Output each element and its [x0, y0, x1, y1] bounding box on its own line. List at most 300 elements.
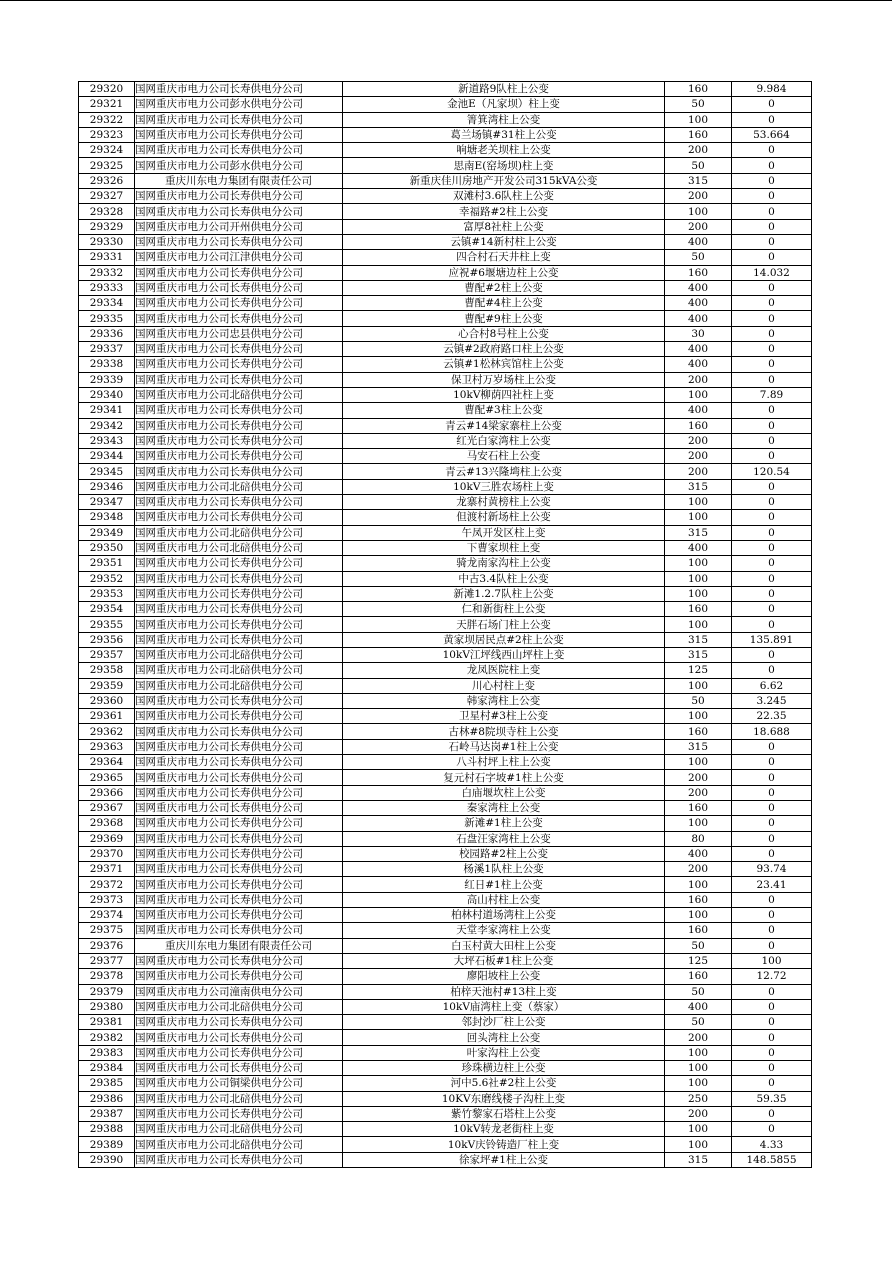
row-id-cell: 29380 — [79, 999, 135, 1014]
row-id-cell: 29348 — [79, 510, 135, 525]
company-cell: 国网重庆市电力公司长寿供电分公司 — [135, 892, 343, 907]
capacity-cell: 315 — [665, 1152, 732, 1167]
row-id-cell: 29369 — [79, 831, 135, 846]
capacity-cell: 100 — [665, 1061, 732, 1076]
table-row — [79, 877, 812, 892]
transformer-name-cell: 天胖石场门柱上公变 — [343, 617, 665, 632]
company-cell: 国网重庆市电力公司长寿供电分公司 — [135, 204, 343, 219]
value-cell: 0 — [732, 1045, 812, 1060]
company-cell: 国网重庆市电力公司长寿供电分公司 — [135, 800, 343, 815]
transformer-name-cell: 幸福路#2柱上公变 — [343, 204, 665, 219]
row-id-cell: 29336 — [79, 326, 135, 341]
page-top-rule — [0, 0, 892, 1]
table-row — [79, 1122, 812, 1137]
row-id-cell: 29358 — [79, 663, 135, 678]
table-row — [79, 1045, 812, 1060]
value-cell: 100 — [732, 953, 812, 968]
table-row — [79, 663, 812, 678]
table-row — [79, 846, 812, 861]
transformer-name-cell: 10kV柳荫四社柱上变 — [343, 387, 665, 402]
value-cell: 0 — [732, 571, 812, 586]
table-row — [79, 739, 812, 754]
capacity-cell: 100 — [665, 678, 732, 693]
transformer-name-cell: 新道路9队柱上公变 — [343, 82, 665, 97]
capacity-cell: 100 — [665, 1137, 732, 1152]
table-row — [79, 234, 812, 249]
capacity-cell: 160 — [665, 127, 732, 142]
transformer-name-cell: 应祝#6堰塘边柱上公变 — [343, 265, 665, 280]
value-cell: 0 — [732, 311, 812, 326]
table-row — [79, 311, 812, 326]
table-row — [79, 923, 812, 938]
row-id-cell: 29344 — [79, 449, 135, 464]
company-cell: 国网重庆市电力公司北碚供电分公司 — [135, 678, 343, 693]
value-cell: 0 — [732, 112, 812, 127]
table-row — [79, 158, 812, 173]
value-cell: 0 — [732, 739, 812, 754]
row-id-cell: 29337 — [79, 342, 135, 357]
transformer-name-cell: 中古3.4队柱上公变 — [343, 571, 665, 586]
capacity-cell: 200 — [665, 449, 732, 464]
capacity-cell: 50 — [665, 938, 732, 953]
transformer-name-cell: 石盘汪家湾柱上公变 — [343, 831, 665, 846]
company-cell: 国网重庆市电力公司长寿供电分公司 — [135, 1061, 343, 1076]
capacity-cell: 160 — [665, 265, 732, 280]
company-cell: 国网重庆市电力公司潼南供电分公司 — [135, 984, 343, 999]
transformer-name-cell: 云镇#2政府路口柱上公变 — [343, 342, 665, 357]
company-cell: 国网重庆市电力公司长寿供电分公司 — [135, 602, 343, 617]
table-row — [79, 525, 812, 540]
row-id-cell: 29353 — [79, 586, 135, 601]
company-cell: 国网重庆市电力公司北碚供电分公司 — [135, 999, 343, 1014]
capacity-cell: 100 — [665, 617, 732, 632]
capacity-cell: 125 — [665, 663, 732, 678]
company-cell: 国网重庆市电力公司长寿供电分公司 — [135, 265, 343, 280]
value-cell: 0 — [732, 586, 812, 601]
table-row — [79, 586, 812, 601]
table-row — [79, 709, 812, 724]
transformer-name-cell: 红日#1柱上公变 — [343, 877, 665, 892]
company-cell: 国网重庆市电力公司长寿供电分公司 — [135, 632, 343, 647]
value-cell: 0 — [732, 617, 812, 632]
transformer-name-cell: 骑龙南家沟柱上公变 — [343, 556, 665, 571]
company-cell: 国网重庆市电力公司长寿供电分公司 — [135, 510, 343, 525]
table-row — [79, 556, 812, 571]
company-cell: 国网重庆市电力公司长寿供电分公司 — [135, 693, 343, 708]
table-row — [79, 296, 812, 311]
value-cell: 0 — [732, 602, 812, 617]
capacity-cell: 400 — [665, 403, 732, 418]
value-cell: 0 — [732, 158, 812, 173]
table-row — [79, 1030, 812, 1045]
table-row — [79, 1061, 812, 1076]
company-cell: 国网重庆市电力公司长寿供电分公司 — [135, 739, 343, 754]
transformer-name-cell: 思南E(窑场坝)柱上变 — [343, 158, 665, 173]
company-cell: 国网重庆市电力公司铜梁供电分公司 — [135, 1076, 343, 1091]
table-row — [79, 250, 812, 265]
transformer-name-cell: 保卫村万岁场柱上公变 — [343, 372, 665, 387]
company-cell: 国网重庆市电力公司长寿供电分公司 — [135, 311, 343, 326]
capacity-cell: 400 — [665, 342, 732, 357]
table-row — [79, 984, 812, 999]
value-cell: 0 — [732, 234, 812, 249]
transformer-name-cell: 云镇#1松林宾馆柱上公变 — [343, 357, 665, 372]
company-cell: 国网重庆市电力公司北碚供电分公司 — [135, 387, 343, 402]
table-row — [79, 1091, 812, 1106]
capacity-cell: 315 — [665, 173, 732, 188]
row-id-cell: 29322 — [79, 112, 135, 127]
value-cell: 59.35 — [732, 1091, 812, 1106]
capacity-cell: 200 — [665, 433, 732, 448]
company-cell: 国网重庆市电力公司北碚供电分公司 — [135, 647, 343, 662]
capacity-cell: 100 — [665, 816, 732, 831]
table-row — [79, 418, 812, 433]
company-cell: 国网重庆市电力公司长寿供电分公司 — [135, 969, 343, 984]
row-id-cell: 29362 — [79, 724, 135, 739]
transformer-name-cell: 韩家湾柱上公变 — [343, 693, 665, 708]
row-id-cell: 29334 — [79, 296, 135, 311]
value-cell: 0 — [732, 418, 812, 433]
table-row — [79, 1015, 812, 1030]
company-cell: 国网重庆市电力公司长寿供电分公司 — [135, 433, 343, 448]
row-id-cell: 29360 — [79, 693, 135, 708]
table-row — [79, 372, 812, 387]
transformer-name-cell: 柏梓天池村#13柱上变 — [343, 984, 665, 999]
capacity-cell: 400 — [665, 311, 732, 326]
value-cell: 4.33 — [732, 1137, 812, 1152]
company-cell: 国网重庆市电力公司长寿供电分公司 — [135, 1015, 343, 1030]
transformer-name-cell: 四合村石天井柱上变 — [343, 250, 665, 265]
company-cell: 国网重庆市电力公司北碚供电分公司 — [135, 479, 343, 494]
company-cell: 国网重庆市电力公司长寿供电分公司 — [135, 908, 343, 923]
value-cell: 0 — [732, 97, 812, 112]
table-row — [79, 571, 812, 586]
capacity-cell: 80 — [665, 831, 732, 846]
value-cell: 0 — [732, 846, 812, 861]
company-cell: 国网重庆市电力公司长寿供电分公司 — [135, 1152, 343, 1167]
company-cell: 国网重庆市电力公司长寿供电分公司 — [135, 846, 343, 861]
company-cell: 国网重庆市电力公司长寿供电分公司 — [135, 234, 343, 249]
capacity-cell: 160 — [665, 892, 732, 907]
value-cell: 0 — [732, 831, 812, 846]
row-id-cell: 29387 — [79, 1106, 135, 1121]
capacity-cell: 100 — [665, 877, 732, 892]
row-id-cell: 29371 — [79, 862, 135, 877]
value-cell: 0 — [732, 938, 812, 953]
value-cell: 0 — [732, 189, 812, 204]
transformer-name-cell: 白庙堰坎柱上公变 — [343, 785, 665, 800]
transformer-name-cell: 10kV转龙老街柱上变 — [343, 1122, 665, 1137]
row-id-cell: 29333 — [79, 280, 135, 295]
transformer-name-cell: 大坪石板#1柱上公变 — [343, 953, 665, 968]
row-id-cell: 29359 — [79, 678, 135, 693]
transformer-name-cell: 但渡村新场柱上公变 — [343, 510, 665, 525]
value-cell: 0 — [732, 296, 812, 311]
transformer-name-cell: 徐家坪#1柱上公变 — [343, 1152, 665, 1167]
table-row — [79, 617, 812, 632]
company-cell: 国网重庆市电力公司长寿供电分公司 — [135, 785, 343, 800]
transformer-name-cell: 新滩1.2.7队柱上公变 — [343, 586, 665, 601]
table-row — [79, 953, 812, 968]
row-id-cell: 29323 — [79, 127, 135, 142]
value-cell: 0 — [732, 1015, 812, 1030]
transformer-name-cell: 午凤开发区柱上变 — [343, 525, 665, 540]
value-cell: 22.35 — [732, 709, 812, 724]
company-cell: 国网重庆市电力公司长寿供电分公司 — [135, 586, 343, 601]
transformer-name-cell: 马安石柱上公变 — [343, 449, 665, 464]
company-cell: 国网重庆市电力公司长寿供电分公司 — [135, 770, 343, 785]
company-cell: 国网重庆市电力公司长寿供电分公司 — [135, 755, 343, 770]
table-row — [79, 495, 812, 510]
row-id-cell: 29379 — [79, 984, 135, 999]
company-cell: 国网重庆市电力公司北碚供电分公司 — [135, 663, 343, 678]
value-cell: 148.5855 — [732, 1152, 812, 1167]
transformer-name-cell: 廖阳坡柱上公变 — [343, 969, 665, 984]
value-cell: 0 — [732, 663, 812, 678]
transformer-name-cell: 10kV三胜农场柱上变 — [343, 479, 665, 494]
value-cell: 0 — [732, 984, 812, 999]
transformer-name-cell: 青云#13兴隆塆柱上公变 — [343, 464, 665, 479]
capacity-cell: 100 — [665, 755, 732, 770]
capacity-cell: 200 — [665, 862, 732, 877]
table-row — [79, 219, 812, 234]
transformer-name-cell: 新滩#1柱上公变 — [343, 816, 665, 831]
table-row — [79, 82, 812, 97]
company-cell: 重庆川东电力集团有限责任公司 — [135, 173, 343, 188]
company-cell: 国网重庆市电力公司长寿供电分公司 — [135, 617, 343, 632]
row-id-cell: 29368 — [79, 816, 135, 831]
capacity-cell: 315 — [665, 647, 732, 662]
capacity-cell: 200 — [665, 372, 732, 387]
transformer-name-cell: 10kV江坪线西山坪柱上变 — [343, 647, 665, 662]
company-cell: 国网重庆市电力公司长寿供电分公司 — [135, 372, 343, 387]
company-cell: 国网重庆市电力公司北碚供电分公司 — [135, 525, 343, 540]
company-cell: 国网重庆市电力公司长寿供电分公司 — [135, 112, 343, 127]
row-id-cell: 29342 — [79, 418, 135, 433]
row-id-cell: 29367 — [79, 800, 135, 815]
capacity-cell: 250 — [665, 1091, 732, 1106]
value-cell: 0 — [732, 204, 812, 219]
company-cell: 国网重庆市电力公司长寿供电分公司 — [135, 831, 343, 846]
table-row — [79, 403, 812, 418]
capacity-cell: 50 — [665, 984, 732, 999]
capacity-cell: 160 — [665, 418, 732, 433]
row-id-cell: 29377 — [79, 953, 135, 968]
value-cell: 0 — [732, 1106, 812, 1121]
row-id-cell: 29339 — [79, 372, 135, 387]
row-id-cell: 29335 — [79, 311, 135, 326]
company-cell: 国网重庆市电力公司长寿供电分公司 — [135, 280, 343, 295]
capacity-cell: 100 — [665, 1045, 732, 1060]
transformer-name-cell: 秦家湾柱上公变 — [343, 800, 665, 815]
row-id-cell: 29325 — [79, 158, 135, 173]
value-cell: 0 — [732, 342, 812, 357]
value-cell: 0 — [732, 540, 812, 555]
value-cell: 0 — [732, 816, 812, 831]
table-row — [79, 999, 812, 1014]
table-row — [79, 112, 812, 127]
row-id-cell: 29364 — [79, 755, 135, 770]
company-cell: 国网重庆市电力公司长寿供电分公司 — [135, 877, 343, 892]
value-cell: 3.245 — [732, 693, 812, 708]
transformer-name-cell: 富厚8社柱上公变 — [343, 219, 665, 234]
row-id-cell: 29346 — [79, 479, 135, 494]
transformer-name-cell: 心合村8号柱上公变 — [343, 326, 665, 341]
value-cell: 0 — [732, 510, 812, 525]
value-cell: 0 — [732, 923, 812, 938]
value-cell: 93.74 — [732, 862, 812, 877]
table-row — [79, 97, 812, 112]
transformer-name-cell: 曹配#2柱上公变 — [343, 280, 665, 295]
row-id-cell: 29361 — [79, 709, 135, 724]
row-id-cell: 29321 — [79, 97, 135, 112]
row-id-cell: 29354 — [79, 602, 135, 617]
transformer-name-cell: 响塘老关坝柱上公变 — [343, 143, 665, 158]
transformer-name-cell: 回头湾柱上公变 — [343, 1030, 665, 1045]
value-cell: 9.984 — [732, 82, 812, 97]
company-cell: 国网重庆市电力公司长寿供电分公司 — [135, 724, 343, 739]
capacity-cell: 50 — [665, 97, 732, 112]
capacity-cell: 100 — [665, 112, 732, 127]
row-id-cell: 29332 — [79, 265, 135, 280]
row-id-cell: 29327 — [79, 189, 135, 204]
value-cell: 135.891 — [732, 632, 812, 647]
value-cell: 120.54 — [732, 464, 812, 479]
capacity-cell: 50 — [665, 1015, 732, 1030]
table-row — [79, 969, 812, 984]
table-row — [79, 678, 812, 693]
company-cell: 国网重庆市电力公司北碚供电分公司 — [135, 1137, 343, 1152]
value-cell: 0 — [732, 1122, 812, 1137]
table-row — [79, 693, 812, 708]
table-row — [79, 1137, 812, 1152]
table-row — [79, 326, 812, 341]
company-cell: 国网重庆市电力公司长寿供电分公司 — [135, 189, 343, 204]
transformer-name-cell: 10kV庙湾柱上变（蔡家） — [343, 999, 665, 1014]
capacity-cell: 200 — [665, 1106, 732, 1121]
value-cell: 0 — [732, 647, 812, 662]
capacity-cell: 100 — [665, 1076, 732, 1091]
value-cell: 0 — [732, 479, 812, 494]
capacity-cell: 100 — [665, 908, 732, 923]
value-cell: 0 — [732, 326, 812, 341]
transformer-name-cell: 川心村柱上变 — [343, 678, 665, 693]
value-cell: 14.032 — [732, 265, 812, 280]
company-cell: 国网重庆市电力公司长寿供电分公司 — [135, 296, 343, 311]
row-id-cell: 29376 — [79, 938, 135, 953]
transformer-name-cell: 红光白家湾柱上公变 — [343, 433, 665, 448]
value-cell: 12.72 — [732, 969, 812, 984]
capacity-cell: 200 — [665, 189, 732, 204]
capacity-cell: 315 — [665, 739, 732, 754]
row-id-cell: 29383 — [79, 1045, 135, 1060]
table-row — [79, 602, 812, 617]
capacity-cell: 315 — [665, 479, 732, 494]
value-cell: 0 — [732, 770, 812, 785]
table-row — [79, 387, 812, 402]
company-cell: 国网重庆市电力公司长寿供电分公司 — [135, 1045, 343, 1060]
capacity-cell: 200 — [665, 219, 732, 234]
company-cell: 国网重庆市电力公司北碚供电分公司 — [135, 1091, 343, 1106]
value-cell: 0 — [732, 999, 812, 1014]
company-cell: 国网重庆市电力公司彭水供电分公司 — [135, 97, 343, 112]
company-cell: 国网重庆市电力公司长寿供电分公司 — [135, 1106, 343, 1121]
capacity-cell: 50 — [665, 693, 732, 708]
transformer-name-cell: 曹配#4柱上公变 — [343, 296, 665, 311]
value-cell: 7.89 — [732, 387, 812, 402]
table-row — [79, 892, 812, 907]
table-row — [79, 357, 812, 372]
transformer-name-cell: 古林#8院坝寺柱上公变 — [343, 724, 665, 739]
capacity-cell: 400 — [665, 234, 732, 249]
table-row — [79, 785, 812, 800]
table-row — [79, 510, 812, 525]
row-id-cell: 29356 — [79, 632, 135, 647]
row-id-cell: 29374 — [79, 908, 135, 923]
row-id-cell: 29351 — [79, 556, 135, 571]
company-cell: 国网重庆市电力公司开州供电分公司 — [135, 219, 343, 234]
transformer-name-cell: 珍珠横边柱上公变 — [343, 1061, 665, 1076]
transformer-name-cell: 河中5.6社#2柱上公变 — [343, 1076, 665, 1091]
capacity-cell: 160 — [665, 969, 732, 984]
table-row — [79, 1106, 812, 1121]
value-cell: 0 — [732, 372, 812, 387]
capacity-cell: 200 — [665, 785, 732, 800]
company-cell: 国网重庆市电力公司长寿供电分公司 — [135, 82, 343, 97]
value-cell: 0 — [732, 280, 812, 295]
table-row — [79, 479, 812, 494]
value-cell: 0 — [732, 495, 812, 510]
table-row — [79, 540, 812, 555]
capacity-cell: 400 — [665, 357, 732, 372]
table-row — [79, 265, 812, 280]
company-cell: 国网重庆市电力公司长寿供电分公司 — [135, 418, 343, 433]
transformer-name-cell: 青云#14梁家寨柱上公变 — [343, 418, 665, 433]
value-cell: 53.664 — [732, 127, 812, 142]
company-cell: 国网重庆市电力公司长寿供电分公司 — [135, 923, 343, 938]
table-row — [79, 1076, 812, 1091]
company-cell: 国网重庆市电力公司彭水供电分公司 — [135, 158, 343, 173]
value-cell: 0 — [732, 1076, 812, 1091]
company-cell: 国网重庆市电力公司北碚供电分公司 — [135, 540, 343, 555]
row-id-cell: 29386 — [79, 1091, 135, 1106]
capacity-cell: 100 — [665, 204, 732, 219]
transformer-name-cell: 高山村柱上公变 — [343, 892, 665, 907]
transformer-name-cell: 校园路#2柱上公变 — [343, 846, 665, 861]
row-id-cell: 29324 — [79, 143, 135, 158]
table-row — [79, 938, 812, 953]
company-cell: 国网重庆市电力公司长寿供电分公司 — [135, 495, 343, 510]
capacity-cell: 100 — [665, 510, 732, 525]
table-row — [79, 204, 812, 219]
transformer-name-cell: 龙凤医院柱上变 — [343, 663, 665, 678]
capacity-cell: 100 — [665, 556, 732, 571]
row-id-cell: 29363 — [79, 739, 135, 754]
table-row — [79, 433, 812, 448]
transformer-name-cell: 龙寨村黄榜柱上公变 — [343, 495, 665, 510]
value-cell: 0 — [732, 357, 812, 372]
company-cell: 国网重庆市电力公司长寿供电分公司 — [135, 449, 343, 464]
row-id-cell: 29320 — [79, 82, 135, 97]
row-id-cell: 29372 — [79, 877, 135, 892]
row-id-cell: 29366 — [79, 785, 135, 800]
row-id-cell: 29382 — [79, 1030, 135, 1045]
row-id-cell: 29329 — [79, 219, 135, 234]
value-cell: 0 — [732, 143, 812, 158]
capacity-cell: 100 — [665, 495, 732, 510]
table-row — [79, 800, 812, 815]
company-cell: 国网重庆市电力公司长寿供电分公司 — [135, 464, 343, 479]
